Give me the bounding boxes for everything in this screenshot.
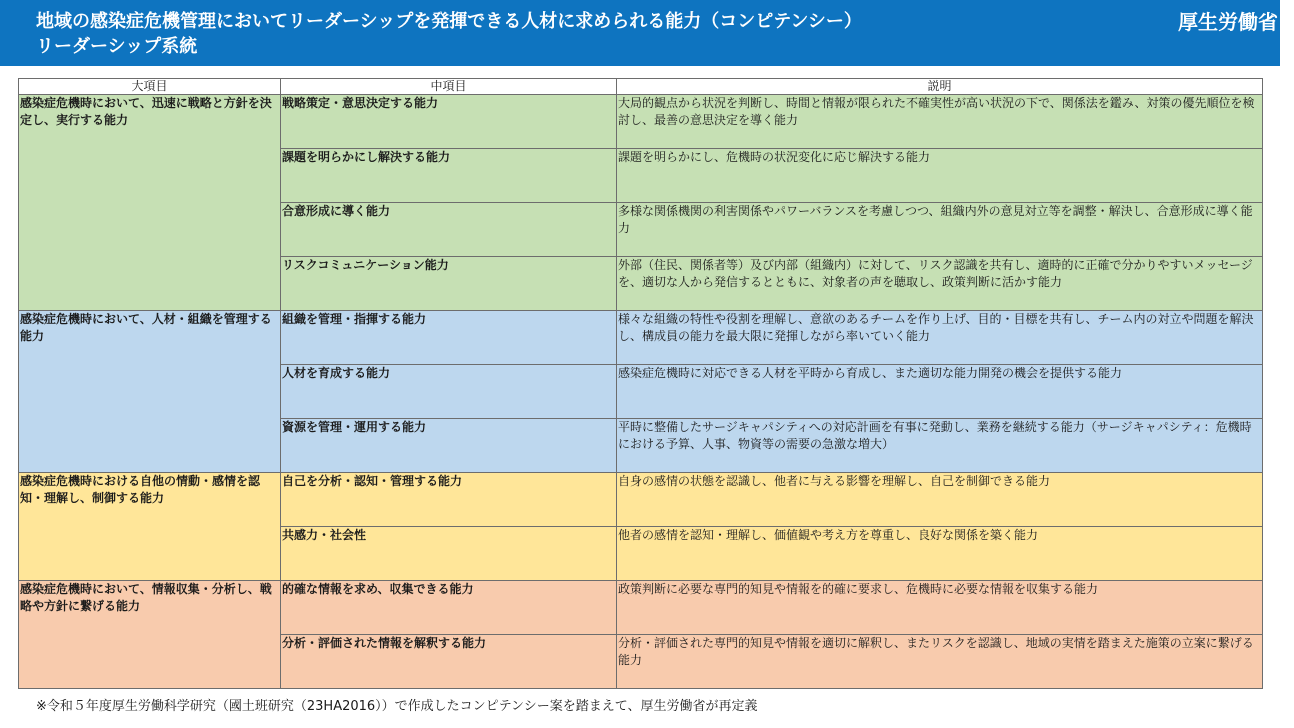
middle-item-cell: 分析・評価された情報を解釈する能力 <box>281 635 617 689</box>
column-header-description: 説明 <box>617 79 1263 95</box>
major-item-cell: 感染症危機時において、人材・組織を管理する能力 <box>19 311 281 473</box>
middle-item-cell: 人材を育成する能力 <box>281 365 617 419</box>
description-cell: 大局的観点から状況を判断し、時間と情報が限られた不確実性が高い状況の下で、関係法を鑑み、対策の優先順位を検討し、最善の意思決定を導く能力 <box>617 95 1263 149</box>
description-cell: 外部（住民、関係者等）及び内部（組織内）に対して、リスク認識を共有し、適時的に正確で分かりやすいメッセージを、適切な人から発信するとともに、対象者の声を聴取し、政策判断に活かす能力 <box>617 257 1263 311</box>
description-cell: 政策判断に必要な専門的知見や情報を的確に要求し、危機時に必要な情報を収集する能力 <box>617 581 1263 635</box>
table-row <box>19 311 1263 365</box>
middle-item-cell: 的確な情報を求め、収集できる能力 <box>281 581 617 635</box>
page-title-line1: 地域の感染症危機管理においてリーダーシップを発揮できる人材に求められる能力（コンピテンシー） <box>36 11 862 32</box>
column-header-middle: 中項目 <box>281 79 617 95</box>
footnote: ※令和５年度厚生労働科学研究（國土班研究（23HA2016））で作成したコンピテンシー案を踏まえて、厚生労働省が再定義 <box>36 699 758 714</box>
description-cell: 様々な組織の特性や役割を理解し、意欲のあるチームを作り上げ、目的・目標を共有し、チーム内の対立や問題を解決し、構成員の能力を最大限に発揮しながら率いていく能力 <box>617 311 1263 365</box>
middle-item-cell: 自己を分析・認知・管理する能力 <box>281 473 617 527</box>
major-item-cell: 感染症危機時における自他の情動・感情を認知・理解し、制御する能力 <box>19 473 281 581</box>
page-title-line2: リーダーシップ系統 <box>36 36 198 57</box>
description-cell: 他者の感情を認知・理解し、価値観や考え方を尊重し、良好な関係を築く能力 <box>617 527 1263 581</box>
description-cell: 自身の感情の状態を認識し、他者に与える影響を理解し、自己を制御できる能力 <box>617 473 1263 527</box>
description-cell: 感染症危機時に対応できる人材を平時から育成し、また適切な能力開発の機会を提供する能力 <box>617 365 1263 419</box>
major-item-cell: 感染症危機時において、迅速に戦略と方針を決定し、実行する能力 <box>19 95 281 311</box>
middle-item-cell: 合意形成に導く能力 <box>281 203 617 257</box>
table-row <box>19 581 1263 635</box>
title-banner <box>0 0 1280 66</box>
middle-item-cell: 組織を管理・指揮する能力 <box>281 311 617 365</box>
middle-item-cell: 課題を明らかにし解決する能力 <box>281 149 617 203</box>
middle-item-cell: 戦略策定・意思決定する能力 <box>281 95 617 149</box>
table-header-row <box>19 79 1263 95</box>
description-cell: 多様な関係機関の利害関係やパワーバランスを考慮しつつ、組織内外の意見対立等を調整・解決し、合意形成に導く能力 <box>617 203 1263 257</box>
middle-item-cell: 共感力・社会性 <box>281 527 617 581</box>
table-row <box>19 95 1263 149</box>
page-title <box>36 9 862 59</box>
middle-item-cell: 資源を管理・運用する能力 <box>281 419 617 473</box>
middle-item-cell: リスクコミュニケーション能力 <box>281 257 617 311</box>
table-row <box>19 473 1263 527</box>
competency-table <box>18 78 1263 689</box>
column-header-major: 大項目 <box>19 79 281 95</box>
organization-name: 厚生労働省 <box>1178 10 1278 34</box>
description-cell: 平時に整備したサージキャパシティへの対応計画を有事に発動し、業務を継続する能力（サージキャパシティ：危機時における予算、人事、物資等の需要の急激な増大） <box>617 419 1263 473</box>
description-cell: 課題を明らかにし、危機時の状況変化に応じ解決する能力 <box>617 149 1263 203</box>
major-item-cell: 感染症危機時において、情報収集・分析し、戦略や方針に繋げる能力 <box>19 581 281 689</box>
description-cell: 分析・評価された専門的知見や情報を適切に解釈し、またリスクを認識し、地域の実情を踏まえた施策の立案に繋げる能力 <box>617 635 1263 689</box>
